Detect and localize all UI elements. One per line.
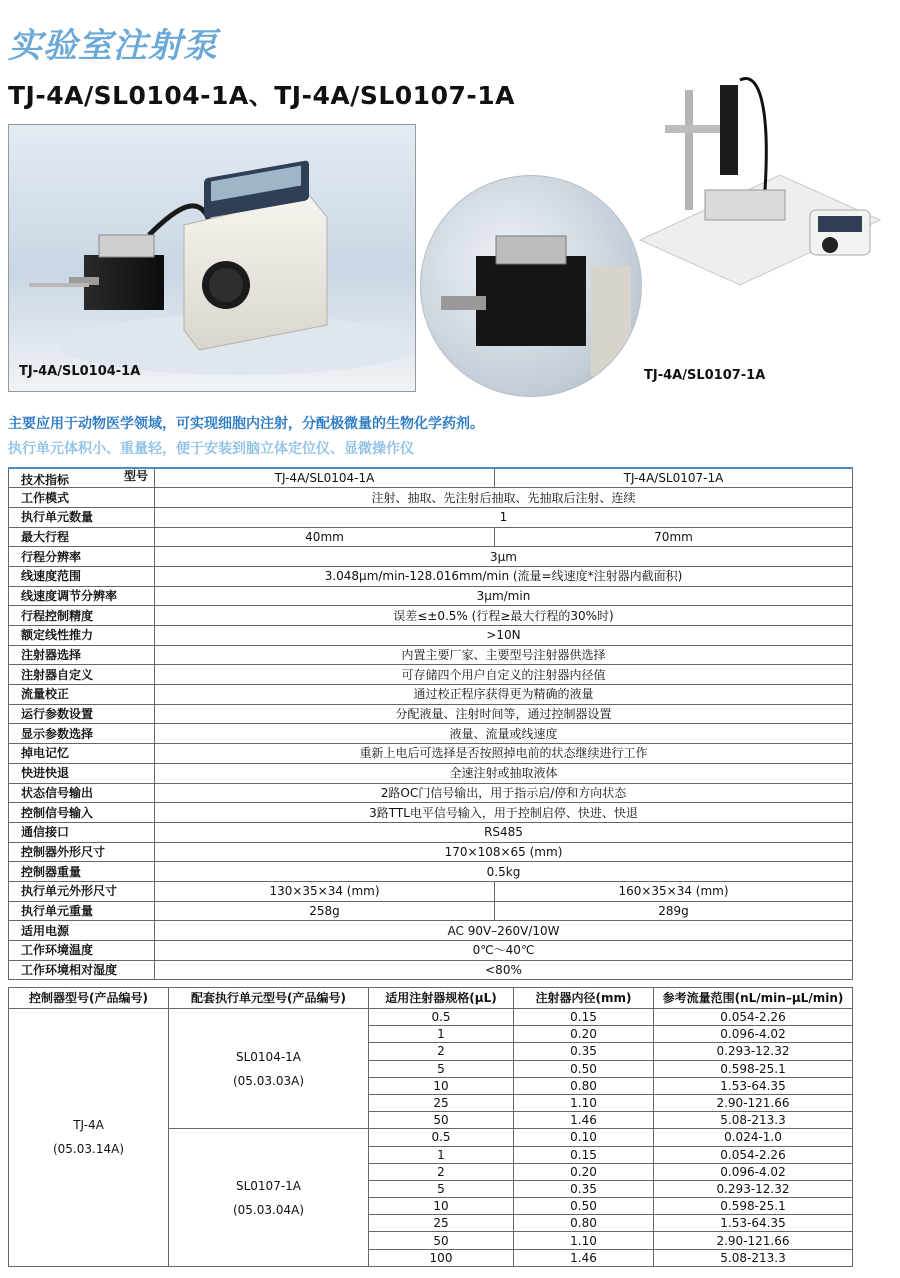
syringe-volume: 0.5 — [369, 1129, 514, 1146]
flow-header-cell: 控制器型号(产品编号) — [9, 988, 169, 1009]
spec-value: 可存储四个用户自定义的注射器内径值 — [155, 665, 853, 685]
spec-row — [9, 724, 853, 744]
spec-value: 重新上电后可选择是否按照掉电前的状态继续进行工作 — [155, 744, 853, 764]
spec-key: 工作模式 — [9, 488, 155, 508]
spec-corner-cell — [9, 468, 155, 488]
syringe-volume: 2 — [369, 1043, 514, 1060]
spec-value: 分配液量、注射时间等，通过控制器设置 — [155, 704, 853, 724]
syringe-volume: 5 — [369, 1180, 514, 1197]
spec-key: 适用电源 — [9, 921, 155, 941]
spec-value: 1 — [155, 507, 853, 527]
syringe-diameter: 0.20 — [514, 1163, 654, 1180]
spec-row — [9, 960, 853, 980]
flow-range: 5.08-213.3 — [654, 1112, 853, 1129]
spec-row — [9, 704, 853, 724]
spec-value: 液量、流量或线速度 — [155, 724, 853, 744]
spec-row — [9, 665, 853, 685]
spec-value-2: 70mm — [495, 527, 853, 547]
spec-value: 3μm — [155, 547, 853, 567]
spec-key: 运行参数设置 — [9, 704, 155, 724]
syringe-pump-illustration — [9, 125, 416, 392]
spec-key: 控制信号输入 — [9, 803, 155, 823]
photo-caption-2: TJ-4A/SL0107-1A — [644, 368, 766, 383]
page-title: 实验室注射泵 — [8, 26, 218, 66]
spec-key: 注射器自定义 — [9, 665, 155, 685]
syringe-volume: 5 — [369, 1060, 514, 1077]
spec-value: 3.048μm/min-128.016mm/min (流量=线速度*注射器内截面积) — [155, 566, 853, 586]
spec-key: 线速度调节分辨率 — [9, 586, 155, 606]
spec-row — [9, 881, 853, 901]
spec-key: 显示参数选择 — [9, 724, 155, 744]
flow-row — [9, 1009, 853, 1026]
corner-label-spec: 技术指标 — [21, 473, 70, 488]
spec-value-1: 40mm — [155, 527, 495, 547]
spec-value: 全速注射或抽取液体 — [155, 763, 853, 783]
flow-range: 0.054-2.26 — [654, 1146, 853, 1163]
flow-header-cell: 适用注射器规格(μL) — [369, 988, 514, 1009]
spec-row — [9, 941, 853, 961]
spec-value: 170×108×65 (mm) — [155, 842, 853, 862]
spec-row — [9, 527, 853, 547]
syringe-diameter: 1.46 — [514, 1112, 654, 1129]
spec-row — [9, 606, 853, 626]
spec-key: 执行单元数量 — [9, 507, 155, 527]
syringe-diameter: 1.46 — [514, 1249, 654, 1266]
model-title: TJ-4A/SL0104-1A、TJ-4A/SL0107-1A — [8, 81, 515, 110]
flow-range-table — [8, 987, 853, 1267]
spec-value-2: 289g — [495, 901, 853, 921]
flow-header-cell: 参考流量范围(nL/min–μL/min) — [654, 988, 853, 1009]
spec-value: 注射、抽取、先注射后抽取、先抽取后注射、连续 — [155, 488, 853, 508]
spec-value: 0.5kg — [155, 862, 853, 882]
spec-value: 2路OC门信号输出，用于指示启/停和方向状态 — [155, 783, 853, 803]
spec-table — [8, 467, 853, 980]
spec-key: 注射器选择 — [9, 645, 155, 665]
syringe-volume: 50 — [369, 1112, 514, 1129]
spec-row — [9, 921, 853, 941]
flow-range: 0.598-25.1 — [654, 1198, 853, 1215]
spec-value: AC 90V–260V/10W — [155, 921, 853, 941]
flow-range: 2.90-121.66 — [654, 1094, 853, 1111]
syringe-volume: 25 — [369, 1215, 514, 1232]
photo-caption-1: TJ-4A/SL0104-1A — [19, 364, 141, 379]
flow-range: 2.90-121.66 — [654, 1232, 853, 1249]
spec-header-row — [9, 468, 853, 488]
syringe-diameter: 0.50 — [514, 1198, 654, 1215]
spec-value: RS485 — [155, 822, 853, 842]
application-description: 主要应用于动物医学领域，可实现细胞内注射，分配极微量的生物化学药剂。 — [8, 416, 484, 432]
spec-key: 掉电记忆 — [9, 744, 155, 764]
spec-key: 状态信号输出 — [9, 783, 155, 803]
actuator-closeup-illustration — [421, 176, 642, 397]
syringe-volume: 10 — [369, 1198, 514, 1215]
spec-row — [9, 822, 853, 842]
syringe-diameter: 0.15 — [514, 1009, 654, 1026]
syringe-diameter: 0.35 — [514, 1043, 654, 1060]
spec-row — [9, 803, 853, 823]
stereotaxic-illustration — [630, 70, 892, 290]
spec-value: <80% — [155, 960, 853, 980]
flow-header-row — [9, 988, 853, 1009]
spec-row — [9, 862, 853, 882]
spec-value: 3μm/min — [155, 586, 853, 606]
spec-row — [9, 744, 853, 764]
flow-header-cell: 注射器内径(mm) — [514, 988, 654, 1009]
syringe-diameter: 0.50 — [514, 1060, 654, 1077]
syringe-volume: 0.5 — [369, 1009, 514, 1026]
spec-value-1: 258g — [155, 901, 495, 921]
syringe-diameter: 0.80 — [514, 1215, 654, 1232]
spec-value: 误差≤±0.5% (行程≥最大行程的30%时) — [155, 606, 853, 626]
controller-model-cell — [9, 1009, 169, 1267]
spec-row — [9, 901, 853, 921]
spec-value: 通过校正程序获得更为精确的液量 — [155, 685, 853, 705]
spec-row — [9, 645, 853, 665]
unit-model: SL0104-1A — [235, 1049, 301, 1064]
syringe-diameter: 0.15 — [514, 1146, 654, 1163]
spec-row — [9, 685, 853, 705]
flow-range: 0.054-2.26 — [654, 1009, 853, 1026]
spec-row — [9, 783, 853, 803]
spec-row — [9, 763, 853, 783]
flow-range: 0.293-12.32 — [654, 1180, 853, 1197]
syringe-diameter: 1.10 — [514, 1232, 654, 1249]
spec-row — [9, 488, 853, 508]
syringe-diameter: 0.80 — [514, 1077, 654, 1094]
syringe-diameter: 0.20 — [514, 1026, 654, 1043]
syringe-volume: 25 — [369, 1094, 514, 1111]
syringe-diameter: 0.35 — [514, 1180, 654, 1197]
syringe-volume: 100 — [369, 1249, 514, 1266]
syringe-volume: 1 — [369, 1146, 514, 1163]
spec-key: 快进快退 — [9, 763, 155, 783]
unit-model-cell — [169, 1129, 369, 1267]
spec-key: 执行单元重量 — [9, 901, 155, 921]
corner-label-model: 型号 — [123, 469, 148, 483]
spec-value: 0℃～40℃ — [155, 941, 853, 961]
syringe-volume: 1 — [369, 1026, 514, 1043]
spec-key: 控制器外形尺寸 — [9, 842, 155, 862]
feature-description: 执行单元体积小、重量轻，便于安装到脑立体定位仪、显微操作仪 — [8, 441, 414, 457]
flow-range: 5.08-213.3 — [654, 1249, 853, 1266]
unit-code: (05.03.03A) — [232, 1073, 304, 1088]
spec-row — [9, 507, 853, 527]
controller-code: (05.03.14A) — [52, 1142, 124, 1157]
spec-key: 行程控制精度 — [9, 606, 155, 626]
spec-key: 执行单元外形尺寸 — [9, 881, 155, 901]
controller-model: TJ-4A — [73, 1118, 104, 1133]
syringe-volume: 2 — [369, 1163, 514, 1180]
spec-value: 3路TTL电平信号输入，用于控制启停、快进、快退 — [155, 803, 853, 823]
flow-range: 0.293-12.32 — [654, 1043, 853, 1060]
spec-key: 行程分辨率 — [9, 547, 155, 567]
spec-key: 额定线性推力 — [9, 626, 155, 646]
spec-value-2: 160×35×34 (mm) — [495, 881, 853, 901]
spec-row — [9, 547, 853, 567]
spec-key: 工作环境相对湿度 — [9, 960, 155, 980]
flow-range: 1.53-64.35 — [654, 1077, 853, 1094]
spec-key: 流量校正 — [9, 685, 155, 705]
spec-key: 最大行程 — [9, 527, 155, 547]
spec-row — [9, 586, 853, 606]
flow-header-cell: 配套执行单元型号(产品编号) — [169, 988, 369, 1009]
unit-model-cell — [169, 1009, 369, 1129]
spec-key: 线速度范围 — [9, 566, 155, 586]
unit-model: SL0107-1A — [235, 1178, 301, 1193]
spec-key: 通信接口 — [9, 822, 155, 842]
flow-range: 0.598-25.1 — [654, 1060, 853, 1077]
flow-range: 0.096-4.02 — [654, 1026, 853, 1043]
stereotaxic-setup-photo — [630, 70, 892, 290]
syringe-volume: 10 — [369, 1077, 514, 1094]
spec-col-header-2: TJ-4A/SL0107-1A — [495, 468, 853, 488]
spec-col-header-1: TJ-4A/SL0104-1A — [155, 468, 495, 488]
product-photo-sl0104 — [8, 124, 416, 392]
flow-range: 1.53-64.35 — [654, 1215, 853, 1232]
spec-key: 工作环境温度 — [9, 941, 155, 961]
spec-row — [9, 842, 853, 862]
flow-range: 0.096-4.02 — [654, 1163, 853, 1180]
spec-key: 控制器重量 — [9, 862, 155, 882]
unit-code: (05.03.04A) — [232, 1202, 304, 1217]
spec-value: >10N — [155, 626, 853, 646]
syringe-diameter: 1.10 — [514, 1094, 654, 1111]
syringe-volume: 50 — [369, 1232, 514, 1249]
flow-range: 0.024-1.0 — [654, 1129, 853, 1146]
spec-value: 内置主要厂家、主要型号注射器供选择 — [155, 645, 853, 665]
syringe-diameter: 0.10 — [514, 1129, 654, 1146]
actuator-closeup-photo — [420, 175, 642, 397]
spec-value-1: 130×35×34 (mm) — [155, 881, 495, 901]
spec-row — [9, 566, 853, 586]
spec-row — [9, 626, 853, 646]
